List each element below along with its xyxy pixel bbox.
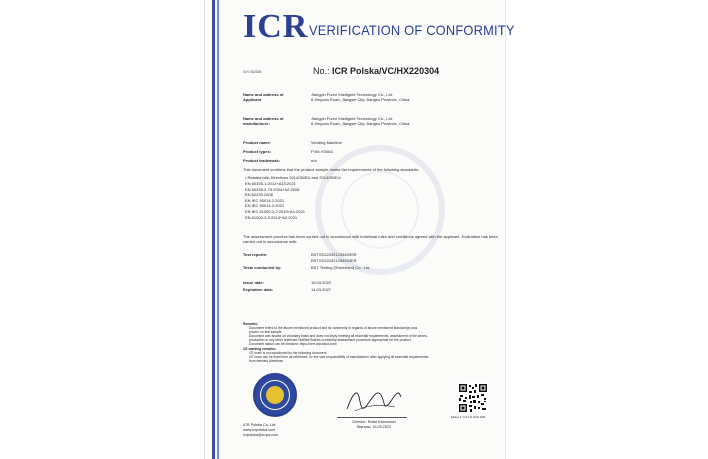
tests-conducted-value: BST Testing (Shenzhen) Co., Ltd.: [311, 265, 371, 270]
company-email: icrpolska@icrpa.com: [243, 433, 279, 438]
product-types-value: FVM-YD60C: [311, 149, 334, 154]
director-signature: [343, 383, 403, 417]
tests-conducted-label: Tests conducted by:: [243, 265, 282, 270]
seal-emblem: [266, 386, 284, 404]
certificate-number-prefix: No.:: [313, 66, 330, 76]
expiration-date-value: 14.03.2027: [311, 287, 332, 292]
directives-text: • Related with Directives 2014/35/EU and 2014/30/EU:: [245, 175, 342, 180]
ce-remarks-title: CE marking remarks:: [243, 346, 277, 351]
company-website: www.icrpolska.com: [243, 428, 276, 433]
applicant-label: Name and address of Applicant: [243, 92, 284, 102]
test-report-1: BSTXD220321205403SR: [311, 252, 357, 257]
edition-note: Edition 4 / 1.0.4 of 19.01.2021: [451, 416, 486, 419]
trademark-label: Product trademark:: [243, 158, 280, 163]
standard-item: EN 60335-2-75:2004+A2:2008: [245, 186, 300, 192]
remark-line: Document status can be checked: https://cert.icrpolska.com/: [249, 342, 337, 347]
remark-line: Document was issued on voluntary basis and does not imply meeting all essential requirements, assessment of the series-: [249, 334, 428, 339]
certificate-document: [204, 0, 515, 459]
expiration-date-label: Expiration date:: [243, 287, 274, 292]
icr-logo: ICR: [243, 8, 309, 45]
certificate-number-value: ICR Polska/VC/HX220304: [332, 66, 440, 76]
signature-line: [337, 417, 407, 418]
director-block: [346, 420, 402, 430]
issue-date-value: 15.03.2022: [311, 280, 332, 285]
confirm-text: This document confirms that the product sample meets the requirements of the following standards:: [243, 167, 420, 172]
standard-item: EN 61000-3-3:2013+A2:2021: [245, 214, 298, 220]
applicant-address: 6 Xinyuan Road, Jiangyin City, Jiangsu Province, China: [311, 97, 410, 102]
product-name-label: Product name:: [243, 140, 272, 145]
remark-line: production or any other restricted Notified Bodies conformity assessment procedure appropriate for the product: [249, 338, 411, 343]
standard-item: EN IEC 55014-1:2021: [245, 197, 285, 203]
product-types-label: Product types:: [243, 149, 272, 154]
place-date: Warsaw, 15.03.2022: [356, 425, 392, 429]
assessment-text: The assessment process has been carried out in accordance with individual rules and conditions agreed with the applicant. Evaluation has been carried out in accordance with:: [243, 234, 498, 244]
left-stripe: [212, 0, 215, 459]
remark-line: Document refers to the above mentioned product and its conformity in regards of above mentioned standard(s) was: [249, 326, 418, 331]
left-stripe-light: [217, 0, 219, 459]
standard-item: EN IEC 61000-3-2:2019+A1:2021: [245, 208, 305, 214]
test-reports-label: Test reports:: [243, 252, 268, 257]
trademark-value: n/a: [311, 158, 317, 163]
serial-number: S/N 082558: [243, 70, 262, 74]
product-name-value: Vending Machine: [311, 140, 342, 145]
remark-line: proven on test sample: [249, 330, 282, 335]
test-report-2: BSTXD220321205403ER: [311, 257, 357, 263]
ce-remark-line: CE mark is not sanctioned by the following document: [249, 350, 327, 355]
standard-item: EN 62233:2008: [245, 192, 273, 198]
ce-remark-line: from relevant directives: [249, 358, 284, 363]
issue-date-label: Issue date:: [243, 280, 264, 285]
standard-item: EN 60335-1:2012+A15:2021: [245, 181, 296, 186]
company-name: ICR Polska Co. Ltd.: [243, 423, 277, 427]
ce-remark-line: CE mark can be fixed here as reference, on the sole responsibility of manufacturer after applying all essential requirements: [249, 354, 429, 359]
manufacturer-name: Jiangyin Furen Intelligent Technology Co., Ltd.: [311, 116, 393, 121]
certificate-number: [313, 66, 439, 76]
standard-item: EN IEC 55014-2:2021: [245, 203, 285, 209]
qr-code: [458, 383, 488, 413]
applicant-name: Jiangyin Furen Intelligent Technology Co., Ltd.: [311, 92, 393, 97]
company-info: [243, 423, 278, 439]
page-title: VERIFICATION OF CONFORMITY: [309, 22, 515, 38]
remarks-title: Remarks:: [243, 322, 259, 326]
icr-seal-stamp: [253, 373, 297, 417]
standards-list: [245, 181, 305, 220]
director-name: Director: Rafał Kalinowski: [352, 420, 396, 424]
manufacturer-label: Name and address of manufacturer:: [243, 116, 284, 126]
manufacturer-address: 6 Xinyuan Road, Jiangyin City, Jiangsu Province, China: [311, 121, 410, 126]
remarks-section: [243, 322, 503, 363]
